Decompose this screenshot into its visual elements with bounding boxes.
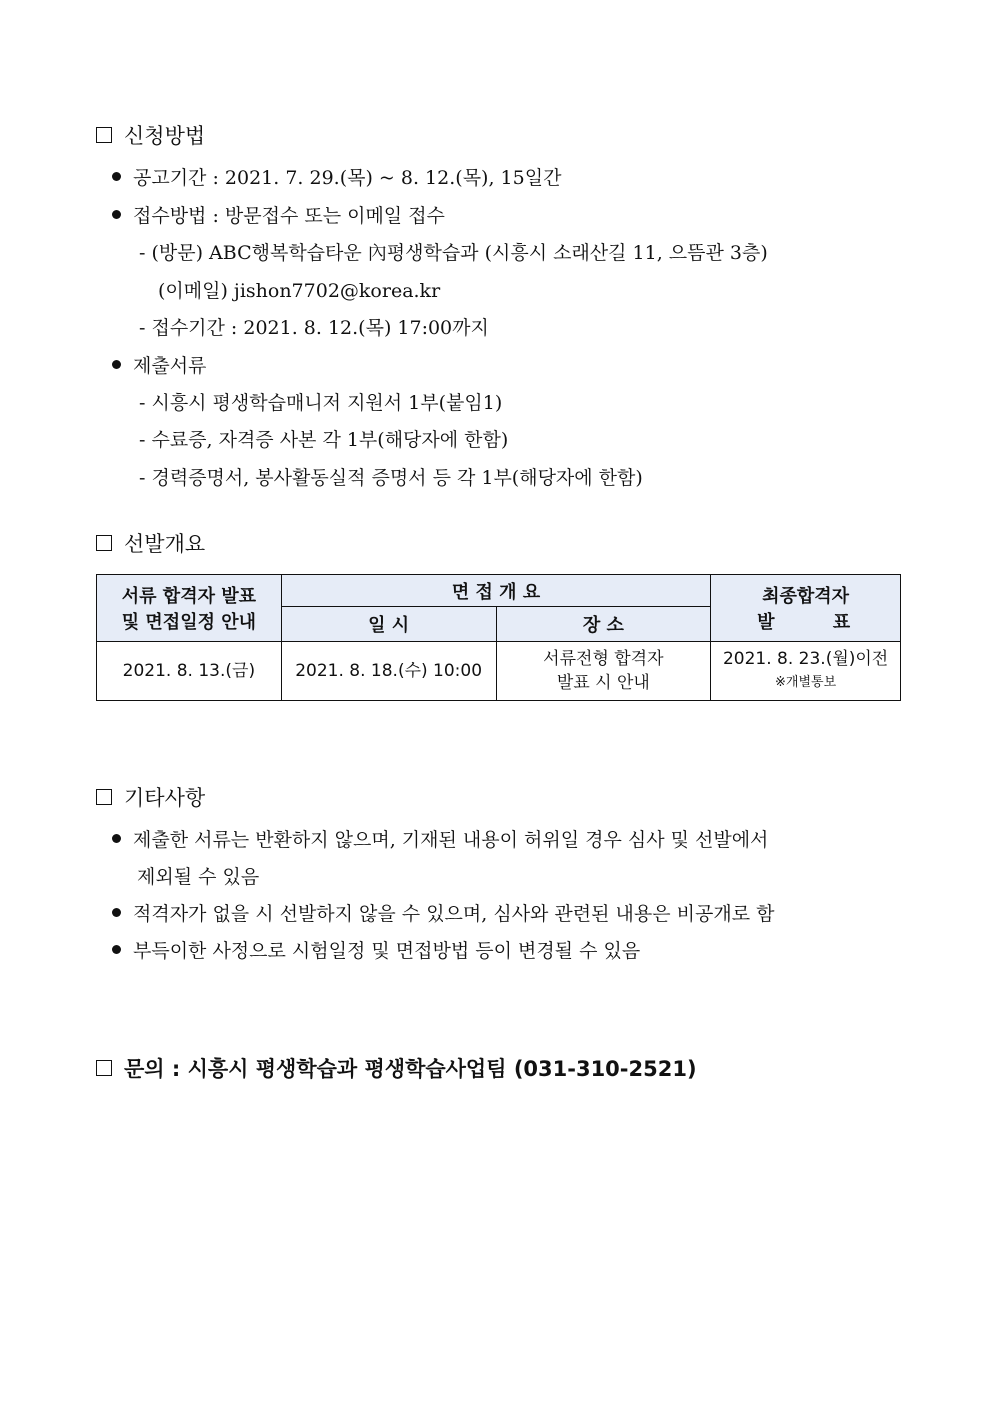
period-text: 공고기간 : 2021. 7. 29.(목) ~ 8. 12.(목), 15일간 (133, 167, 562, 189)
section-heading-selection (96, 528, 205, 558)
place-cell (496, 642, 711, 701)
list-item-docs (112, 351, 206, 378)
list-item-etc3 (112, 936, 640, 963)
bullet-icon (112, 360, 121, 369)
final-note: ※개별통보 (775, 675, 837, 690)
list-item-period (112, 163, 561, 190)
section-heading-etc (96, 782, 205, 812)
table-header-datetime: 일 시 (281, 607, 496, 642)
checkbox-square-icon (96, 535, 112, 551)
checkbox-square-icon (96, 1060, 112, 1076)
header-line: 발 표 (757, 612, 855, 633)
table-header-place: 장 소 (496, 607, 711, 642)
visit-text: - (방문) ABC행복학습타운 內평생학습과 (시흥시 소래산길 11, 으뜸관 3층) (139, 242, 768, 264)
final-date: 2021. 8. 23.(월)이전 (722, 649, 889, 669)
place-line: 서류전형 합격자 (543, 649, 664, 669)
list-item-method (112, 201, 445, 228)
bullet-icon (112, 945, 121, 954)
section-title: 기타사항 (124, 786, 206, 810)
contact-text: 문의 : 시흥시 평생학습과 평생학습사업팀 (031-310-2521) (124, 1057, 697, 1081)
method-text: 접수방법 : 방문접수 또는 이메일 접수 (133, 205, 445, 227)
email-text: (이메일) jishon7702@korea.kr (158, 280, 441, 302)
etc-text: 제출한 서류는 반환하지 않으며, 기재된 내용이 허위일 경우 심사 및 선발에서 (133, 829, 769, 851)
table-header-final (711, 575, 901, 642)
checkbox-square-icon (96, 789, 112, 805)
list-item-etc2 (112, 899, 774, 926)
etc-text: 부득이한 사정으로 시험일정 및 면접방법 등이 변경될 수 있음 (133, 940, 641, 962)
place-line: 발표 시 안내 (556, 673, 650, 693)
etc-text-wrap: 제외될 수 있음 (137, 866, 260, 888)
doc-date-cell: 2021. 8. 13.(금) (97, 642, 282, 701)
doc-item: - 시흥시 평생학습매니저 지원서 1부(붙임1) (139, 392, 503, 414)
section-title: 선발개요 (124, 532, 206, 556)
table-header-doc (97, 575, 282, 642)
header-line: 최종합격자 (762, 586, 850, 607)
section-heading-apply (96, 120, 205, 150)
doc-item: - 경력증명서, 봉사활동실적 증명서 등 각 1부(해당자에 한함) (139, 467, 643, 489)
checkbox-square-icon (96, 127, 112, 143)
section-title: 신청방법 (124, 124, 206, 148)
bullet-icon (112, 908, 121, 917)
table-header-interview: 면 접 개 요 (281, 575, 710, 607)
header-line: 및 면접일정 안내 (121, 612, 257, 633)
etc-text: 적격자가 없을 시 선발하지 않을 수 있으며, 심사와 관련된 내용은 비공개로 함 (133, 903, 775, 925)
interview-datetime-cell: 2021. 8. 18.(수) 10:00 (281, 642, 496, 701)
doc-item: - 수료증, 자격증 사본 각 1부(해당자에 한함) (139, 429, 509, 451)
deadline-text: - 접수기간 : 2021. 8. 12.(목) 17:00까지 (139, 317, 489, 339)
bullet-icon (112, 210, 121, 219)
final-date-cell (711, 642, 901, 701)
selection-table (96, 574, 901, 701)
table-row (97, 642, 901, 701)
header-line: 서류 합격자 발표 (121, 586, 257, 607)
bullet-icon (112, 172, 121, 181)
docs-title: 제출서류 (133, 355, 207, 377)
list-item-etc1 (112, 825, 768, 852)
bullet-icon (112, 834, 121, 843)
section-heading-contact (96, 1053, 697, 1083)
